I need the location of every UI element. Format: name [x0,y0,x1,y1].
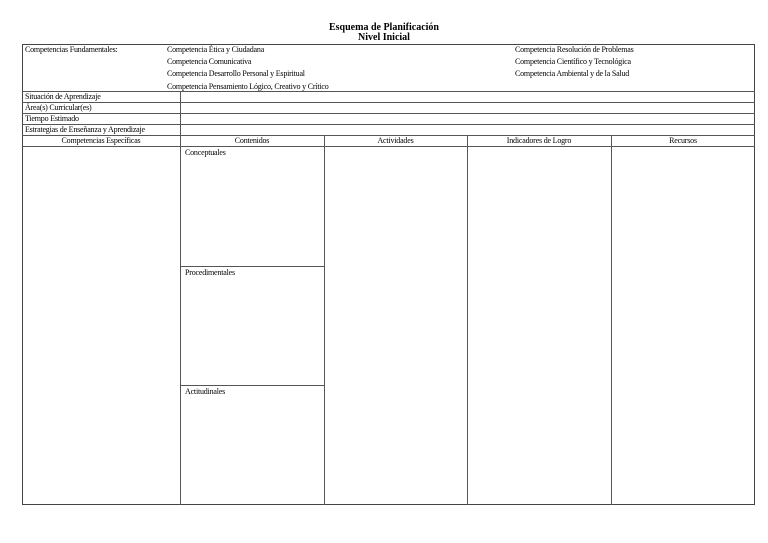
header-divider [22,146,755,147]
col-header-contenidos: Contenidos [234,136,270,145]
row-divider [22,91,755,92]
competencia-ambiental-salud: Competencia Ambiental y de la Salud [515,69,630,78]
col-header-actividades: Actividades [377,136,414,145]
row-divider [22,102,755,103]
row-label-situacion: Situación de Aprendizaje [25,92,101,101]
row-divider [22,113,755,114]
contenidos-divider [180,385,324,386]
row-label-tiempo: Tiempo Estimado [25,114,79,123]
competencia-cientifico-tecnologica: Competencia Científico y Tecnológica [515,57,631,66]
row-label-estrategias: Estrategias de Enseñanza y Aprendizaje [25,125,145,134]
row-label-area: Área(s) Curricular(es) [25,103,92,112]
document-subtitle: Nivel Inicial [358,32,410,43]
competencia-resolucion-problemas: Competencia Resolución de Problemas [515,45,634,54]
contenidos-procedimentales: Procedimentales [185,268,235,277]
col-header-especificas: Competencias Específicas [61,136,141,145]
contenidos-actitudinales: Actitudinales [185,387,226,396]
column-divider [611,135,612,505]
col-header-recursos: Recursos [669,136,697,145]
competencia-comunicativa: Competencia Comunicativa [167,57,252,66]
col-header-indicadores: Indicadores de Logro [506,136,572,145]
column-divider [467,135,468,505]
competencia-etica: Competencia Ética y Ciudadana [167,45,265,54]
contenidos-divider [180,266,324,267]
column-divider [324,135,325,505]
contenidos-conceptuales: Conceptuales [185,148,226,157]
competencia-pensamiento-logico: Competencia Pensamiento Lógico, Creativo y Crítico [167,82,329,91]
competencia-desarrollo-personal: Competencia Desarrollo Personal y Espiritual [167,69,305,78]
fundamentales-label: Competencias Fundamentales: [25,45,118,54]
document-title: Esquema de Planificación [328,22,439,33]
label-column-divider [180,91,181,505]
